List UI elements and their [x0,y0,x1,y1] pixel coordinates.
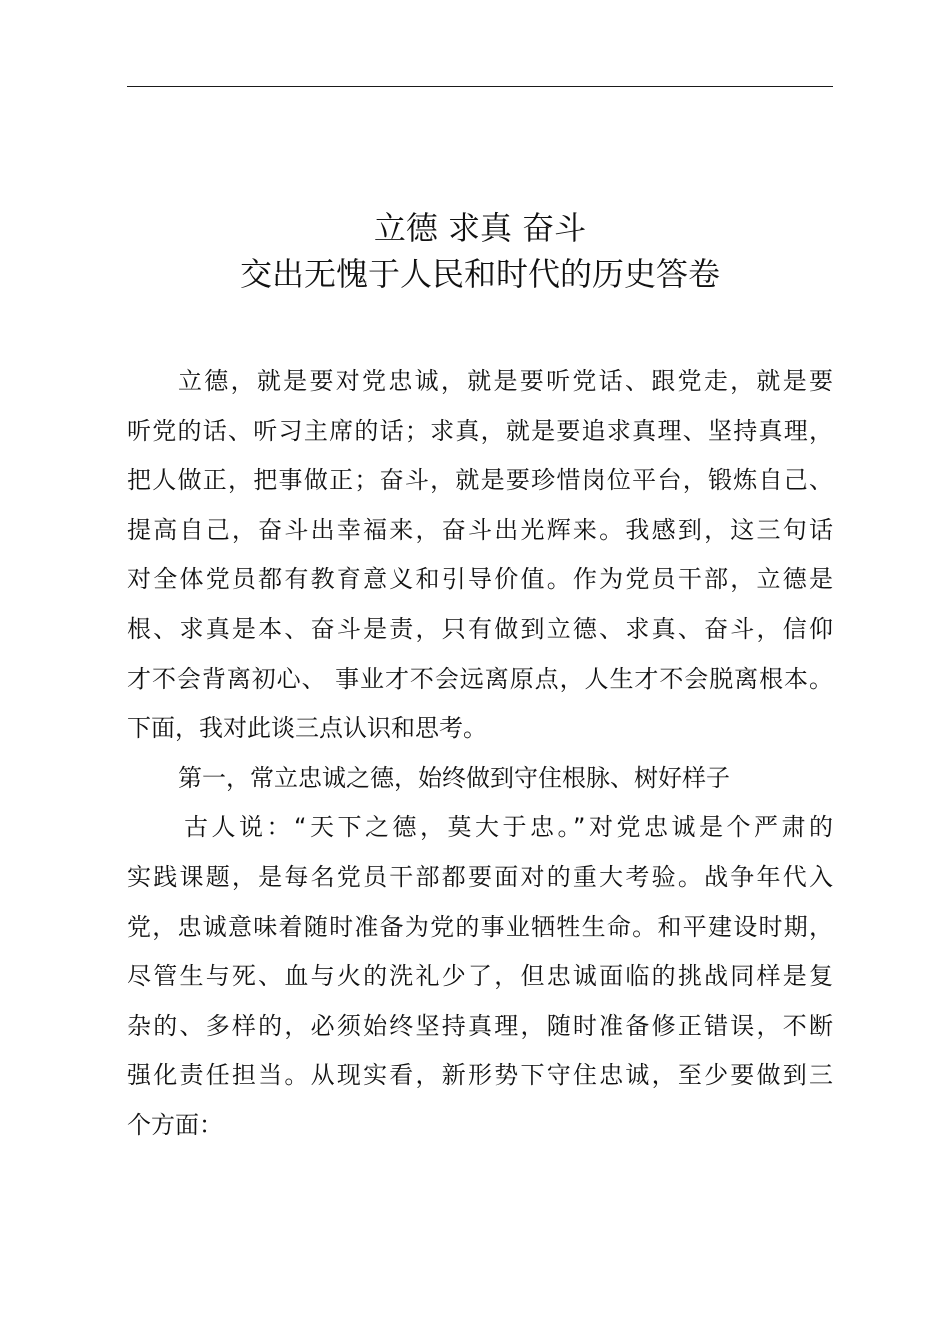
body-line: 个方面： [127,1110,223,1139]
document-title [127,205,833,297]
body-line: 对全体党员都有教育意义和引导价值。作为党员干部，立德是 [127,565,833,594]
body-line: 下面，我对此谈三点认识和思考。 [127,714,487,743]
body-line: 把人做正，把事做正；奋斗，就是要珍惜岗位平台，锻炼自己、 [127,466,833,495]
body-line: 尽管生与死、血与火的洗礼少了，但忠诚面临的挑战同样是复 [127,962,833,991]
body-line: 党，忠诚意味着随时准备为党的事业牺牲生命。和平建设时期， [127,912,833,941]
title-line-2: 交出无愧于人民和时代的历史答卷 [239,255,720,293]
body-line: 才不会背离初心、 事业才不会远离原点，人生才不会脱离根本。 [127,664,833,693]
body-line: 根、求真是本、奋斗是责，只有做到立德、求真、奋斗，信仰 [127,614,833,643]
body-line: 杂的、多样的，必须始终坚持真理，随时准备修正错误，不断 [127,1011,833,1040]
body-line: 实践课题，是每名党员干部都要面对的重大考验。战争年代入 [127,862,833,891]
body-line: 立德，就是要对党忠诚，就是要听党话、跟党走，就是要 [178,367,833,395]
body-line: 听党的话、听习主席的话；求真，就是要追求真理、坚持真理， [127,416,833,445]
body-line: 古人说：“天下之德，莫大于忠。”对党忠诚是个严肃的 [184,813,833,842]
section-heading: 第一，常立忠诚之德，始终做到守住根脉、树好样子 [178,763,730,792]
document-body [127,357,833,1151]
title-line-1: 立德 求真 奋斗 [373,209,587,247]
header-rule [127,86,833,87]
body-line: 提高自己，奋斗出幸福来，奋斗出光辉来。我感到，这三句话 [127,515,833,544]
body-line: 强化责任担当。从现实看，新形势下守住忠诚，至少要做到三 [127,1061,833,1090]
